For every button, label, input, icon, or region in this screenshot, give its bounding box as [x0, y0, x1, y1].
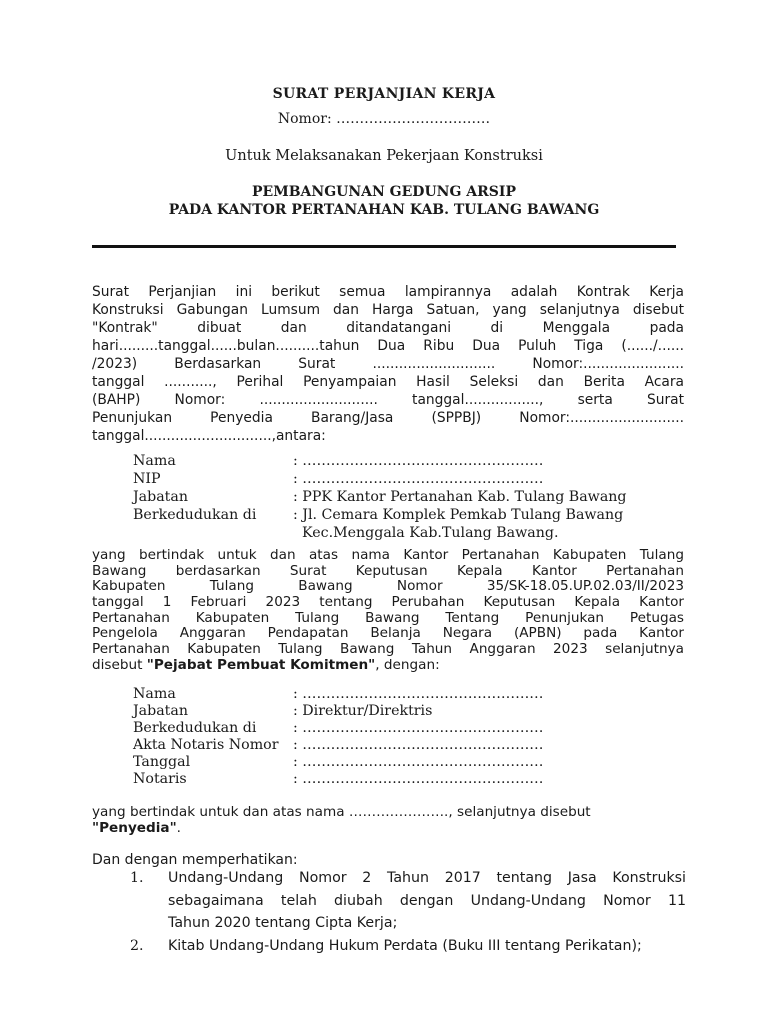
- list-text: [168, 935, 686, 958]
- paragraph-line: yang bertindak untuk dan atas nama …………………., selanjutnya disebut: [92, 804, 591, 820]
- paragraph-line: tanggal ..........., Perihal Penyampaian Hasil Seleksi dan Berita Acara: [92, 374, 684, 390]
- field-value: Kec.Menggala Kab.Tulang Bawang.: [293, 525, 559, 541]
- ppk-designation: "Pejabat Pembuat Komitmen": [146, 656, 376, 673]
- field-label: Nama: [133, 686, 176, 702]
- document-subtitle: Untuk Melaksanakan Pekerjaan Konstruksi: [225, 148, 543, 164]
- field-label: Akta Notaris Nomor: [133, 737, 279, 753]
- field-row: [133, 771, 543, 788]
- paragraph-line: Penunjukan Penyedia Barang/Jasa (SPPBJ) Nomor:..........................: [92, 410, 684, 426]
- document-number: Nomor: ……………………………: [277, 111, 491, 127]
- field-row: [133, 754, 543, 771]
- text-segment: .: [176, 820, 181, 836]
- opening-paragraph: [92, 283, 684, 445]
- paragraph-line: Surat Perjanjian ini berikut semua lampirannya adalah Kontrak Kerja: [92, 284, 684, 300]
- provider-designation: "Penyedia": [92, 820, 177, 836]
- field-value: : ……………………………………………: [293, 471, 544, 487]
- field-row: [133, 686, 543, 703]
- document-title: SURAT PERJANJIAN KERJA: [272, 86, 496, 102]
- field-label: Jabatan: [133, 489, 188, 505]
- field-value: : ……………………………………………: [293, 720, 544, 736]
- paragraph-line: [92, 658, 684, 674]
- field-row: [133, 703, 543, 720]
- field-label: Nama: [133, 453, 176, 469]
- list-text: [168, 867, 686, 935]
- paragraph-line: tanggal.............................,antara:: [92, 428, 326, 444]
- text-segment: disebut: [92, 656, 147, 673]
- field-label: Tanggal: [133, 754, 191, 770]
- list-number: 2.: [130, 937, 144, 954]
- paragraph-line: (BAHP) Nomor: ........................... tanggal................., serta Surat: [92, 392, 684, 408]
- field-row: [133, 737, 543, 754]
- list-line: Kitab Undang-Undang Hukum Perdata (Buku III tentang Perikatan);: [168, 937, 642, 954]
- list-line: sebagaimana telah diubah dengan Undang-Undang Nomor 11: [168, 892, 686, 909]
- field-value: : ……………………………………………: [293, 771, 544, 787]
- field-row: [133, 470, 627, 488]
- field-value: : Direktur/Direktris: [293, 703, 433, 719]
- field-row: [133, 524, 627, 542]
- considerations-intro: Dan dengan memperhatikan:: [92, 852, 298, 868]
- second-party-fields: [133, 686, 543, 788]
- list-item: [130, 935, 686, 958]
- list-number: 1.: [130, 870, 144, 886]
- paragraph-line: "Kontrak" dibuat dan ditandatangani di Menggala pada: [92, 320, 684, 336]
- project-name-line2: PADA KANTOR PERTANAHAN KAB. TULANG BAWANG: [168, 202, 600, 218]
- first-party-fields: [133, 452, 627, 542]
- field-row: [133, 506, 627, 524]
- field-row: [133, 488, 627, 506]
- paragraph-line: [92, 820, 684, 836]
- field-value: : ……………………………………………: [293, 737, 544, 753]
- field-row: [133, 720, 543, 737]
- field-value: : ……………………………………………: [293, 754, 544, 770]
- field-value: : ……………………………………………: [293, 453, 544, 469]
- field-label: [133, 524, 293, 542]
- considerations-list: [130, 867, 686, 957]
- list-item: [130, 867, 686, 935]
- field-row: [133, 452, 627, 470]
- list-line: Tahun 2020 tentang Cipta Kerja;: [168, 915, 398, 931]
- provider-paragraph: [92, 804, 684, 836]
- field-label: Jabatan: [133, 703, 188, 719]
- authority-paragraph: [92, 548, 684, 674]
- field-label: Berkedudukan di: [133, 720, 257, 736]
- header-divider: [92, 245, 676, 248]
- paragraph-line: Kabupaten Tulang Bawang Nomor 35/SK-18.05.UP.02.03/II/2023: [92, 578, 684, 595]
- field-value: : ……………………………………………: [293, 686, 544, 702]
- paragraph-line: hari.........tanggal......bulan..........tahun Dua Ribu Dua Puluh Tiga (....../......: [92, 338, 684, 354]
- text-segment: , dengan:: [375, 656, 440, 673]
- paragraph-line: tanggal 1 Februari 2023 tentang Perubahan Keputusan Kepala Kantor: [92, 594, 684, 611]
- paragraph-line: Pertanahan Kabupaten Tulang Bawang Tahun Anggaran 2023 selanjutnya: [92, 641, 684, 658]
- field-value: : PPK Kantor Pertanahan Kab. Tulang Bawang: [293, 489, 627, 505]
- paragraph-line: Bawang berdasarkan Surat Keputusan Kepala Kantor Pertanahan: [92, 562, 684, 579]
- paragraph-line: Pertanahan Kabupaten Tulang Bawang Tentang Penunjukan Petugas: [92, 609, 684, 626]
- field-label: Notaris: [133, 771, 187, 787]
- project-name-line1: PEMBANGUNAN GEDUNG ARSIP: [252, 184, 516, 200]
- list-line: Undang-Undang Nomor 2 Tahun 2017 tentang Jasa Konstruksi: [168, 870, 686, 886]
- paragraph-line: Konstruksi Gabungan Lumsum dan Harga Satuan, yang selanjutnya disebut: [92, 302, 684, 318]
- paragraph-line: /2023) Berdasarkan Surat ............................ Nomor:.......................: [92, 356, 684, 372]
- paragraph-line: yang bertindak untuk dan atas nama Kantor Pertanahan Kabupaten Tulang: [92, 547, 684, 563]
- field-label: NIP: [133, 471, 161, 487]
- paragraph-line: Pengelola Anggaran Pendapatan Belanja Negara (APBN) pada Kantor: [92, 625, 684, 642]
- field-value: : Jl. Cemara Komplek Pemkab Tulang Bawang: [293, 507, 624, 523]
- field-label: Berkedudukan di: [133, 507, 257, 523]
